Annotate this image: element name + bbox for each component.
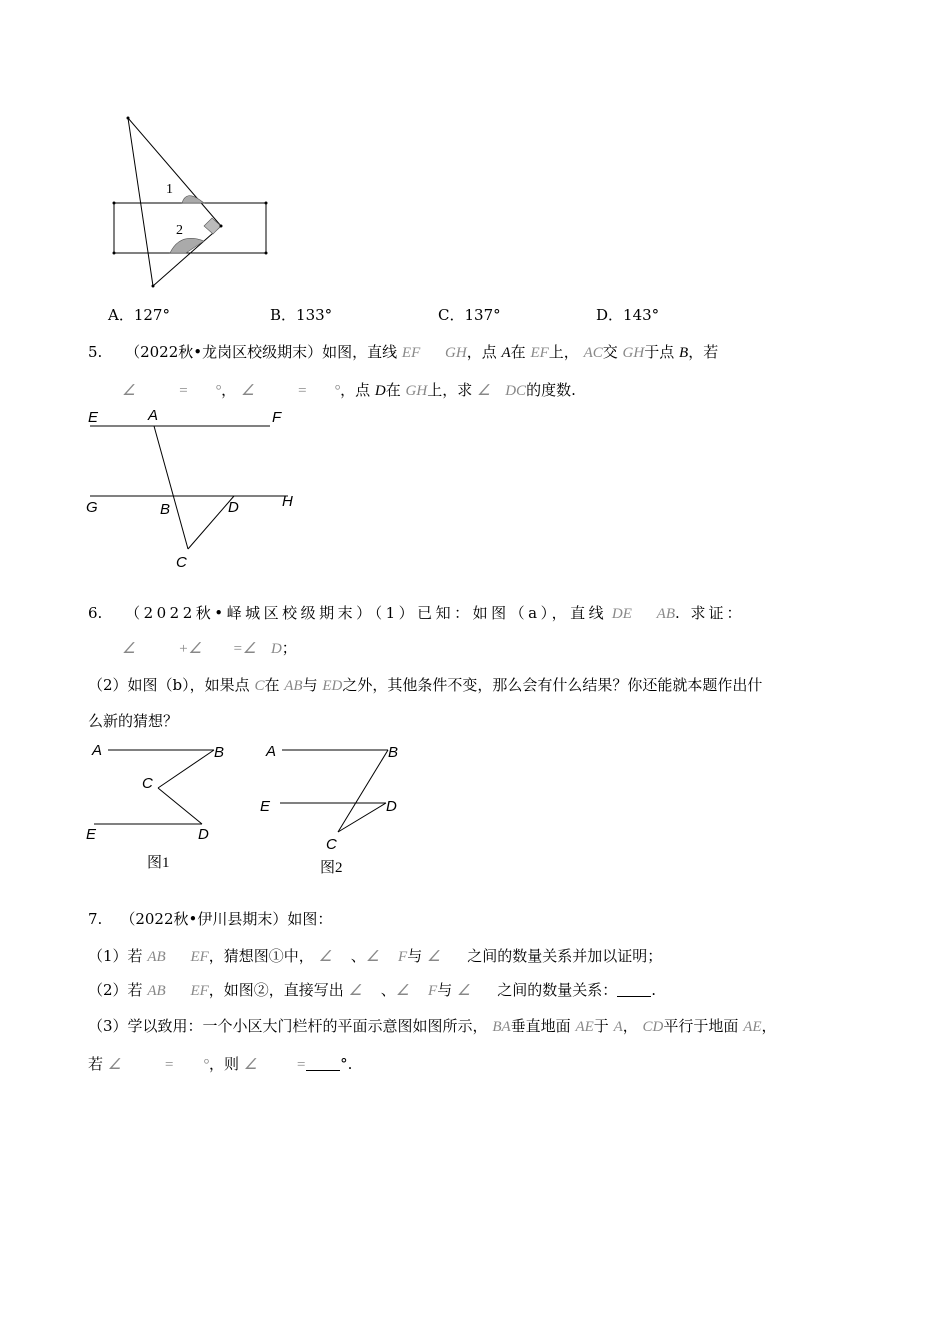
segment-cd (158, 788, 202, 824)
q7-line2: （1）若 AB EF，猜想图①中， ∠ 、∠ F与 ∠ 之间的数量关系并加以证明； (88, 947, 663, 965)
label-e: E (260, 798, 271, 815)
label-b: B (214, 744, 225, 761)
label-f: F (272, 409, 282, 426)
label-d: D (228, 499, 239, 516)
label-c: C (326, 836, 337, 853)
q5-line1: 5. （2022秋•龙岗区校级期末）如图，直线 EF GH，点 A在 EF上， AC交 GH于点 B，若 (88, 343, 719, 361)
label-c: C (176, 554, 187, 571)
label-d: D (386, 798, 397, 815)
segment-cd (338, 803, 386, 832)
q7-line5: 若 ∠ = °，则 ∠ = °. (88, 1055, 353, 1073)
q4-figure (100, 108, 280, 298)
q7-line1: 7. （2022秋•伊川县期末）如图： (88, 910, 333, 928)
q6-fig2-caption: 图2 (320, 860, 343, 876)
label-a: A (266, 743, 277, 760)
label-b: B (160, 501, 171, 518)
label-h: H (282, 493, 293, 510)
q6-figure-1 (84, 736, 234, 848)
angle-label-2: 2 (176, 223, 183, 238)
angle-1-arc (182, 196, 204, 203)
q5-line2: ∠ = °， ∠ = °，点 D在 GH上，求 ∠ DC的度数. (122, 381, 576, 399)
segment-ac (154, 426, 188, 549)
q6-fig1-caption: 图1 (147, 855, 170, 871)
q7-line3: （2）若 AB EF，如图②，直接写出 ∠ 、∠ F与 ∠ 之间的数量关系： . (88, 981, 657, 999)
q6-line3: （2）如图（b），如果点 C在 AB与 ED之外，其他条件不变，那么会有什么结果？你还能就本题作出什 (88, 676, 763, 694)
q6-line1: 6. （2022秋•峄城区校级期末）（1）已知：如图（a），直线 DE AB. 求证： (88, 604, 745, 622)
segment-bc (158, 750, 214, 788)
label-e: E (86, 826, 97, 843)
q6-line2: ∠ +∠ =∠ D； (122, 639, 297, 657)
label-a: A (148, 407, 159, 424)
q5-figure (84, 404, 314, 576)
answer-blank-3[interactable] (306, 1056, 340, 1071)
q6-line4: 么新的猜想？ (88, 712, 179, 730)
segment-bc (338, 750, 388, 832)
label-d: D (198, 826, 209, 843)
label-b: B (388, 744, 399, 761)
answer-blank-2[interactable] (617, 982, 651, 997)
choice-a[interactable]: A．127° (108, 306, 170, 324)
choice-d[interactable]: D．143° (596, 306, 660, 324)
q7-line4: （3）学以致用：一个小区大门栏杆的平面示意图如图所示， BA垂直地面 AE于 A， CD平行于地面 AE， (88, 1017, 777, 1035)
q6-figure-2 (258, 736, 418, 854)
angle-label-1: 1 (166, 182, 173, 197)
label-a: A (92, 742, 103, 759)
triangle-side-bottom (153, 226, 221, 286)
label-e: E (88, 409, 99, 426)
right-angle-mark (204, 218, 221, 234)
choice-b[interactable]: B．133° (270, 306, 333, 324)
label-g: G (86, 499, 98, 516)
label-c: C (142, 775, 153, 792)
choice-c[interactable]: C．137° (438, 306, 501, 324)
